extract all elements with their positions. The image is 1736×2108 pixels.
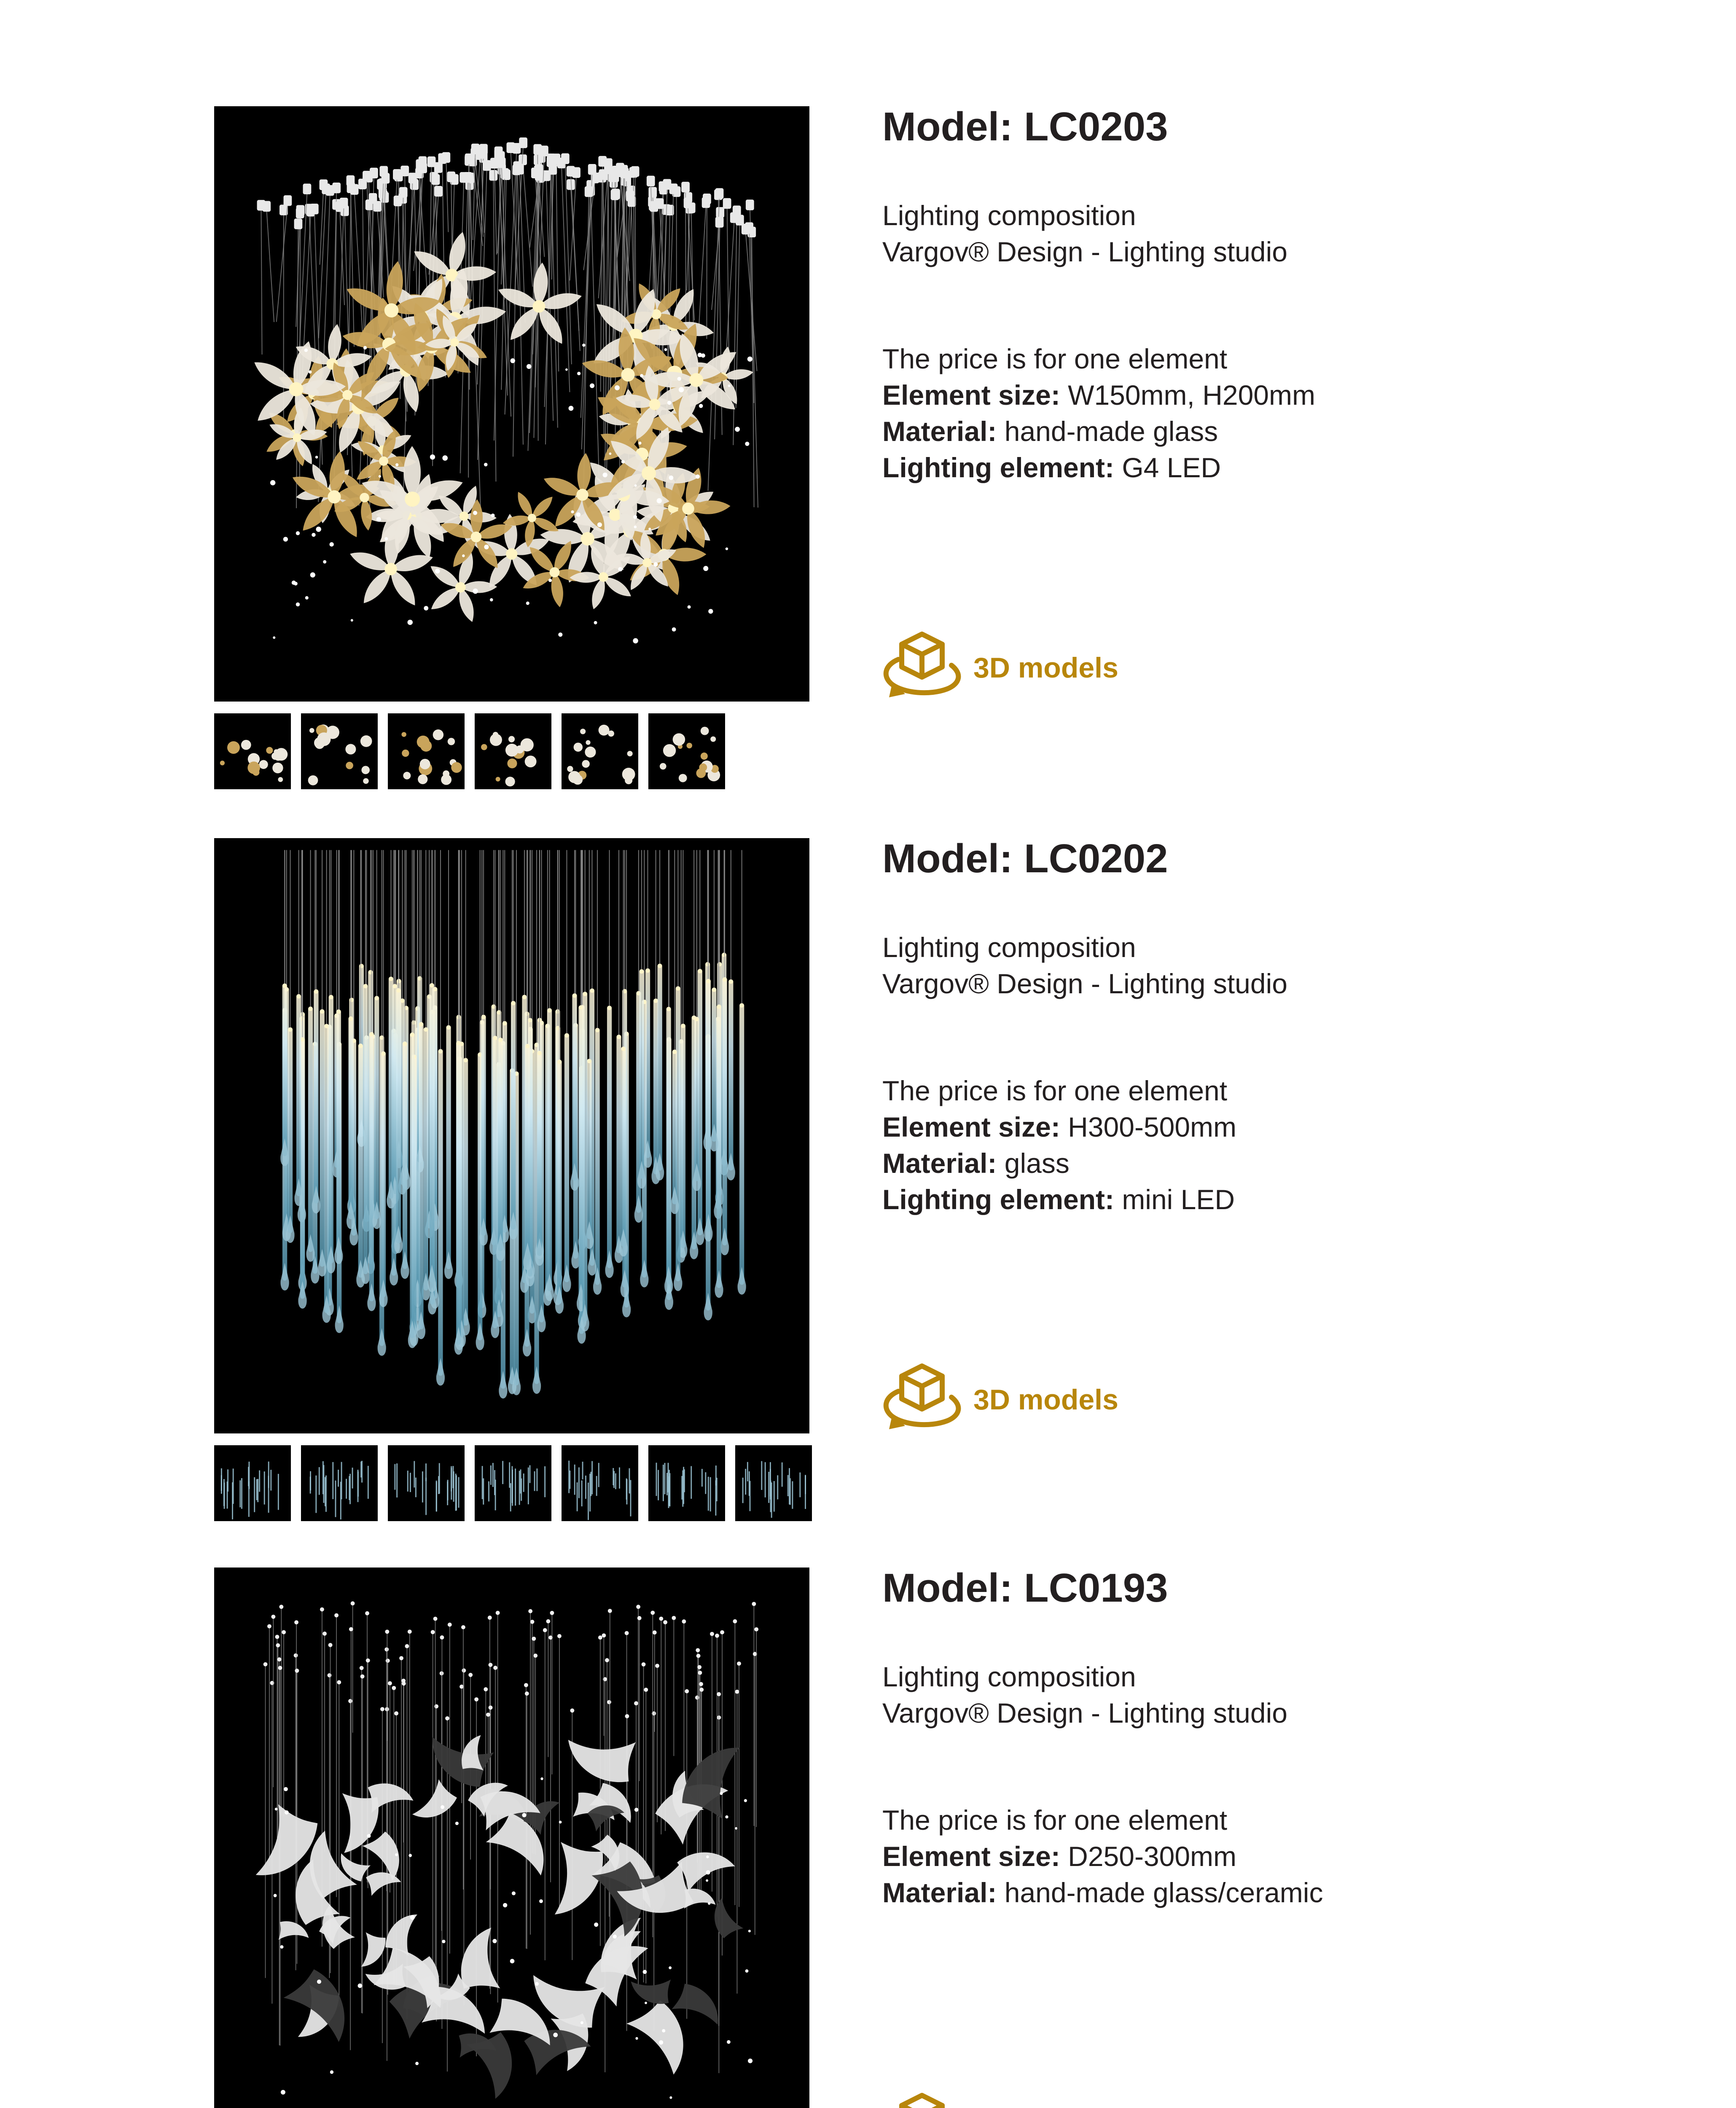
price-note: The price is for one element xyxy=(882,1075,1228,1106)
thumbnail-4[interactable] xyxy=(475,1445,551,1521)
thumbnail-1[interactable] xyxy=(214,1445,291,1521)
thumbnail-1[interactable] xyxy=(214,713,291,789)
spec-label: Lighting element: xyxy=(882,1184,1114,1215)
spec-lighting xyxy=(882,449,1315,486)
thumbnail-5[interactable] xyxy=(562,713,638,789)
thumbnail-2[interactable] xyxy=(301,1445,378,1521)
product-photo[interactable] xyxy=(214,838,809,1433)
spec-label: Material: xyxy=(882,1148,997,1179)
desc-line: Lighting composition xyxy=(882,932,1136,963)
model-title: Model: LC0203 xyxy=(882,104,1168,149)
3d-models-label: 3D models xyxy=(973,1384,1118,1416)
thumbnail-image xyxy=(475,713,551,789)
thumbnail-image xyxy=(301,1445,378,1521)
spec-value: mini LED xyxy=(1114,1184,1235,1215)
thumbnail-image xyxy=(648,1445,725,1521)
thumbnail-image xyxy=(562,1445,638,1521)
thumbnail-strip xyxy=(214,713,813,789)
product-description xyxy=(882,929,1287,1002)
spec-label: Lighting element: xyxy=(882,452,1114,483)
thumbnail-strip xyxy=(214,1445,813,1521)
price-note: The price is for one element xyxy=(882,343,1228,374)
thumbnail-3[interactable] xyxy=(388,1445,465,1521)
spec-label: Element size: xyxy=(882,1111,1060,1143)
product-specs xyxy=(882,1073,1236,1218)
3d-models-link[interactable] xyxy=(880,630,1118,706)
spec-label: Element size: xyxy=(882,1841,1060,1872)
spec-value: glass xyxy=(997,1148,1070,1179)
desc-line: Lighting composition xyxy=(882,200,1136,231)
thumbnail-image xyxy=(388,713,465,789)
desc-line: Vargov® Design - Lighting studio xyxy=(882,1697,1287,1729)
product-photo[interactable] xyxy=(214,106,809,702)
manta-chandelier-image xyxy=(214,1568,809,2108)
thumbnail-image xyxy=(648,713,725,789)
glass-drops-chandelier-image xyxy=(214,838,809,1433)
thumbnail-image xyxy=(475,1445,551,1521)
thumbnail-3[interactable] xyxy=(388,713,465,789)
model-title: Model: LC0193 xyxy=(882,1565,1168,1611)
spec-size xyxy=(882,1109,1236,1145)
3d-cube-rotate-icon xyxy=(880,1362,964,1438)
thumbnail-2[interactable] xyxy=(301,713,378,789)
product-specs xyxy=(882,1802,1323,1911)
spec-label: Element size: xyxy=(882,379,1060,411)
spec-material xyxy=(882,1145,1236,1181)
product-description xyxy=(882,1659,1287,1731)
desc-line: Vargov® Design - Lighting studio xyxy=(882,968,1287,999)
thumbnail-image xyxy=(214,713,291,789)
spec-value: H300-500mm xyxy=(1060,1111,1236,1143)
spec-size xyxy=(882,377,1315,413)
price-note: The price is for one element xyxy=(882,1804,1228,1836)
3d-models-label: 3D models xyxy=(973,652,1118,684)
thumbnail-image xyxy=(735,1445,812,1521)
3d-cube-rotate-icon xyxy=(880,2091,964,2108)
thumbnail-7[interactable] xyxy=(735,1445,812,1521)
thumbnail-image xyxy=(562,713,638,789)
thumbnail-image xyxy=(214,1445,291,1521)
product-photo[interactable] xyxy=(214,1568,809,2108)
thumbnail-5[interactable] xyxy=(562,1445,638,1521)
thumbnail-4[interactable] xyxy=(475,713,551,789)
spec-lighting xyxy=(882,1181,1236,1218)
thumbnail-6[interactable] xyxy=(648,713,725,789)
spec-value: hand-made glass/ceramic xyxy=(997,1877,1323,1908)
spec-label: Material: xyxy=(882,1877,997,1908)
spec-material xyxy=(882,413,1315,449)
thumbnail-image xyxy=(388,1445,465,1521)
thumbnail-6[interactable] xyxy=(648,1445,725,1521)
product-specs xyxy=(882,341,1315,486)
spec-value: hand-made glass xyxy=(997,416,1218,447)
spec-label: Material: xyxy=(882,416,997,447)
3d-cube-rotate-icon xyxy=(880,630,964,706)
spec-value: W150mm, H200mm xyxy=(1060,379,1315,411)
spec-material xyxy=(882,1874,1323,1911)
3d-models-link[interactable] xyxy=(880,2091,1118,2108)
model-title: Model: LC0202 xyxy=(882,836,1168,881)
spec-value: D250-300mm xyxy=(1060,1841,1236,1872)
3d-models-link[interactable] xyxy=(880,1362,1118,1438)
flower-chandelier-image xyxy=(214,106,809,702)
product-description xyxy=(882,197,1287,270)
desc-line: Vargov® Design - Lighting studio xyxy=(882,236,1287,267)
spec-size xyxy=(882,1838,1323,1874)
desc-line: Lighting composition xyxy=(882,1661,1136,1692)
thumbnail-image xyxy=(301,713,378,789)
spec-value: G4 LED xyxy=(1114,452,1221,483)
